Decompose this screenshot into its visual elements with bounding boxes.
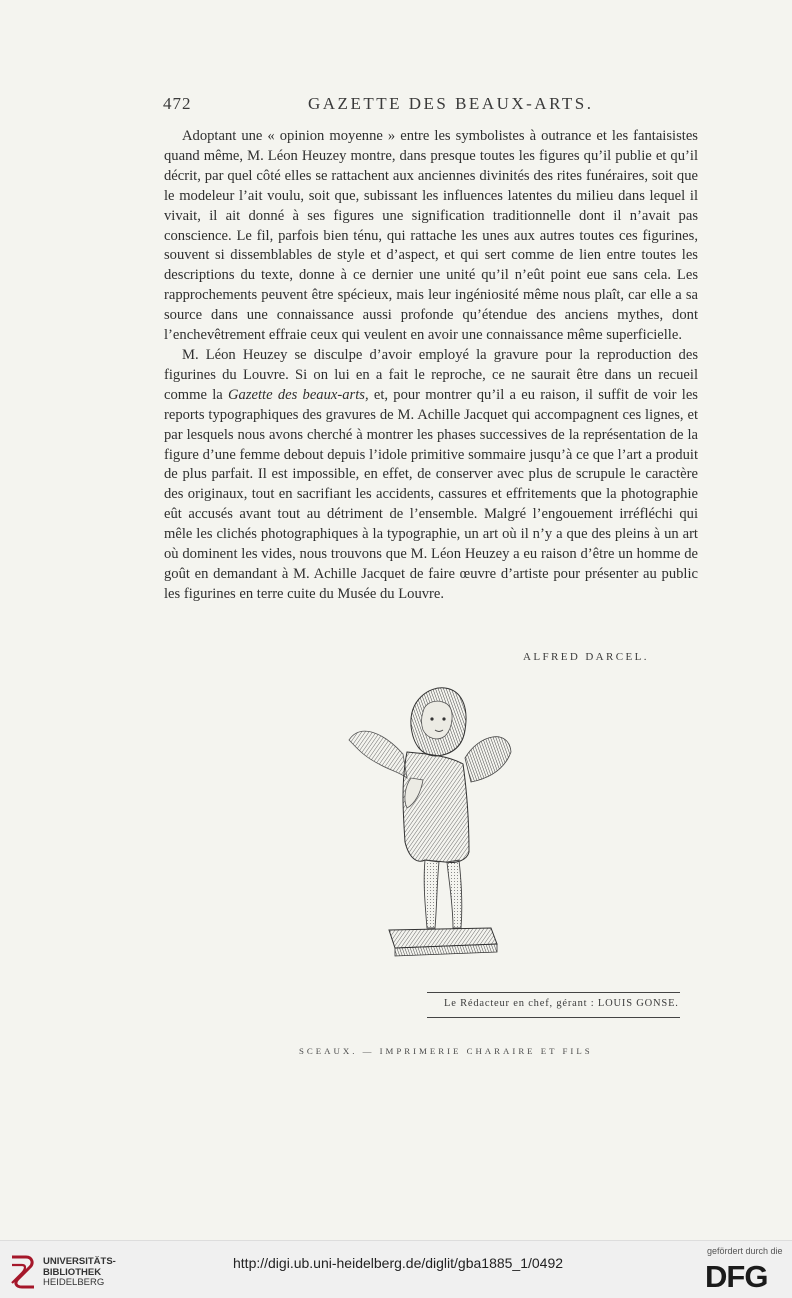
dfg-logo-icon <box>705 1260 783 1290</box>
digital-library-footer <box>0 1240 792 1298</box>
imprint-divider-top <box>427 992 680 993</box>
printer-credit: SCEAUX. — IMPRIMERIE CHARAIRE ET FILS <box>299 1046 593 1056</box>
article-body <box>164 127 698 605</box>
paragraph-2 <box>164 346 698 605</box>
library-name-line-2: BIBLIOTHEK <box>43 1266 102 1278</box>
university-library-logo-icon <box>8 1255 38 1289</box>
author-signature: ALFRED DARCEL. <box>523 651 649 663</box>
journal-title-italic: Gazette des beaux-arts <box>228 386 365 403</box>
funder-caption: gefördert durch die <box>707 1246 783 1256</box>
dfg-logo-text: DFG <box>705 1260 768 1290</box>
library-name <box>43 1257 116 1289</box>
page-header <box>163 94 698 116</box>
paragraph-2-text-start: M. Léon Heuzey se disculpe d’avoir employé la gravure pour la reproduction des figurines du Louvre. Si on lui en a fait le reproche, ce ne saurait être dans un recueil comme la <box>164 346 698 403</box>
running-title: GAZETTE DES BEAUX-ARTS. <box>308 94 594 113</box>
imprint-divider-bottom <box>427 1017 680 1018</box>
page-number: 472 <box>163 94 192 113</box>
cupid-figurine-illustration <box>345 682 515 959</box>
library-name-line-1: UNIVERSITÄTS- <box>43 1256 116 1267</box>
library-name-line-3: HEIDELBERG <box>43 1277 105 1288</box>
permalink-url[interactable]: http://digi.ub.uni-heidelberg.de/diglit/gba1885_1/0492 <box>233 1255 564 1271</box>
paragraph-1: Adoptant une « opinion moyenne » entre les symbolistes à outrance et les fantaisistes quand même, M. Léon Heuzey montre, dans presque toutes les figures qu’il publie et qu’il décrit, par quel côté elles se rattachent aux anciennes divinités des rites funéraires, soit que le modeleur l’ait voulu, soit que, subissant les influences latentes du milieu dans lequel il vivait, il ait donné à ses figures une signification traditionnelle dont il n’avait pas conscience. Le fil, parfois bien ténu, qui rattache les unes aux autres toutes ces figurines, souvent si dissemblables de style et d’aspect, et qui sert comme de lien entre toutes les descriptions du texte, donne à ce dernier une unité qu’il n’eût point eue sans cela. Les rapprochements peuvent être spécieux, mais leur ingéniosité même nous plaît, car elle a sa source dans une connaissance aussi profonde qu’étendue des anciens mythes, dont l’enchevêtrement effraie ceux qui veulent en avoir une connaissance même superficielle. <box>164 128 698 344</box>
paragraph-2-text-end: , et, pour montrer qu’il a eu raison, il suffit de voir les reports typographiques des gravures de M. Achille Jacquet qui accompagnent ces lignes, et par lesquels nous avons cherché à montrer les phases successives de la représentation de la figure d’une femme debout depuis l’idole primitive sommaire jusqu’à ce que l’art a produit de plus parfait. Il est impossible, en effet, de conserver avec plus de scrupule le caractère des originaux, tout en sacrifiant les accidents, cassures et effritements que la photographie eût accusés avant tout au détriment de l’ensemble. Malgré l’engouement irréfléchi qui mêle les clichés photographiques à la typographie, un art où il n’y a que des pleins à un art où dominent les vides, nous trouvons que M. Léon Heuzey a eu raison d’être un homme de goût en demandant à M. Achille Jacquet de faire œuvre d’artiste pour présenter au public les figurines en terre cuite du Musée du Louvre. <box>164 386 698 602</box>
winged-cupid-icon <box>345 682 515 959</box>
editor-credit: Le Rédacteur en chef, gérant : LOUIS GONSE. <box>444 998 679 1009</box>
